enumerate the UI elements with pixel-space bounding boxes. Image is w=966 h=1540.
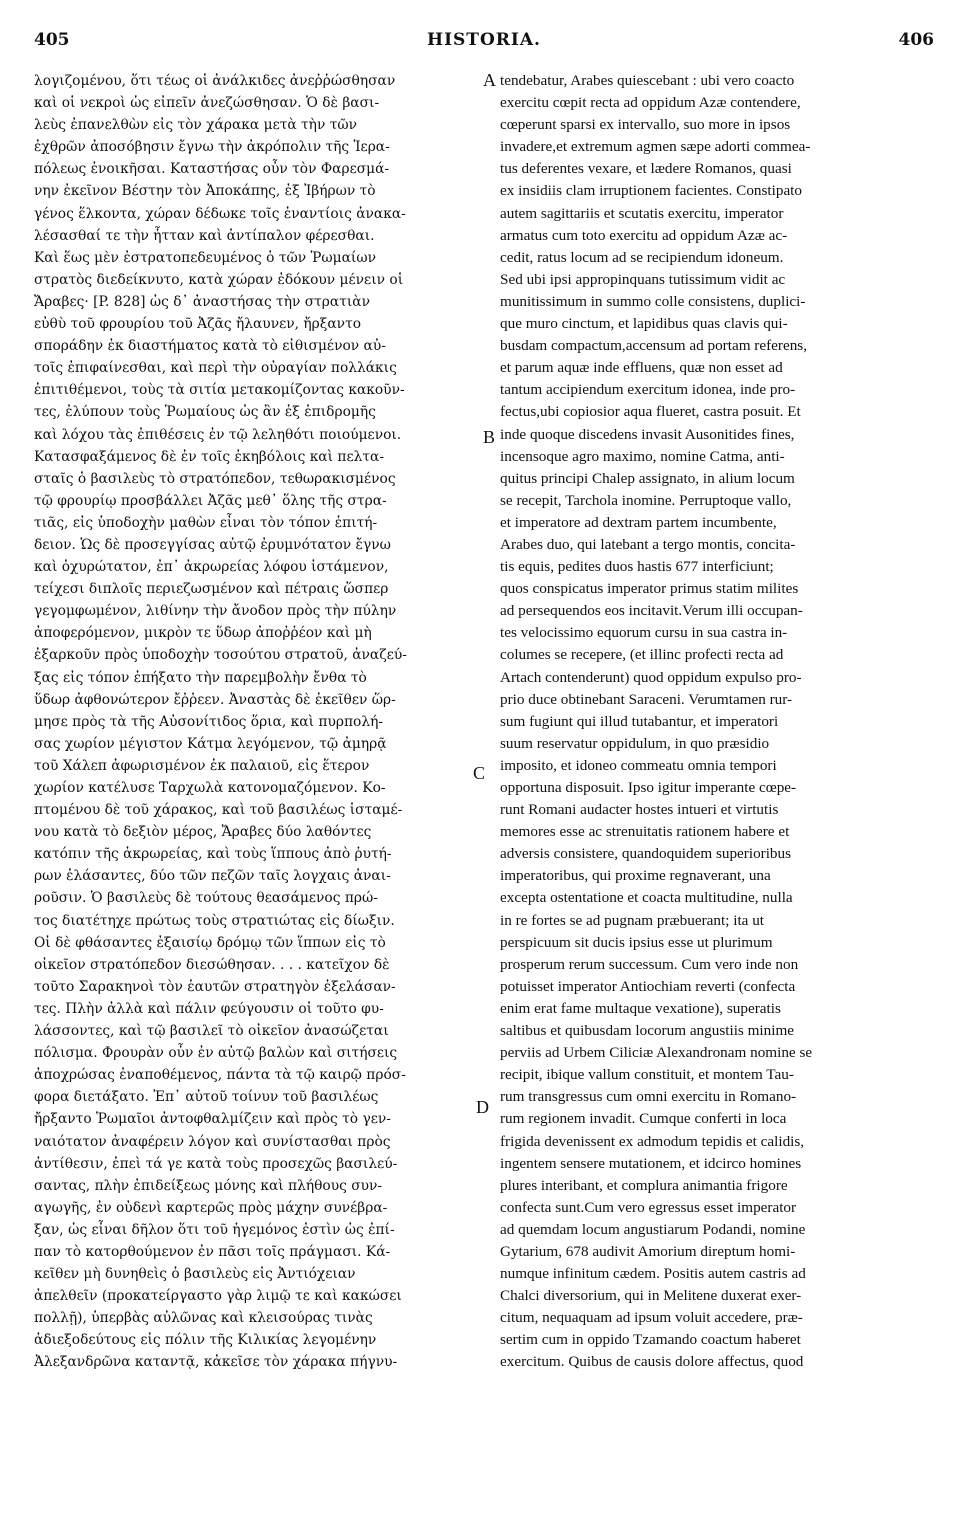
latin-text-line: rum regionem invadit. Cumque conferti in loca <box>500 1110 787 1128</box>
latin-text-line: et parum aquæ inde effluens, quæ non esset ad <box>500 359 783 377</box>
latin-text-line: armatus cum toto exercitu ad oppidum Azæ ac- <box>500 226 788 244</box>
greek-text-line: τῷ φρουρίῳ προσβάλλει Ἀζᾶς μεθ᾽ ὅλης τῆς στρα- <box>34 492 387 509</box>
greek-text-line: ναιότατον ἀναφέρειν λόγον καὶ συνίστασθαι πρὸς <box>34 1133 391 1150</box>
greek-text-line: ἀδιεξοδεύτους εἰς πόλιν τῆς Κιλικίας λεγομένην <box>34 1332 377 1349</box>
latin-text-line: invadere,et extremum agmen sæpe adorti commea- <box>500 138 811 156</box>
latin-text-line: que muro cinctum, et lapidibus quas clavis qui- <box>500 315 788 333</box>
section-marker-d: D <box>476 1097 489 1117</box>
latin-text-line: memores esse ac strenuitatis rationem habere et <box>500 823 790 841</box>
greek-text-line: λεὺς ἐπανελθὼν εἰς τὸν χάρακα μετὰ τὴν τῶν <box>34 117 357 134</box>
latin-text-line: fectus,ubi copiosior aqua flueret, castra posuit. Et <box>500 403 801 421</box>
greek-text-line: φορα διετάξατο. Ἐπ᾽ αὐτοῦ τοίνυν τοῦ βασιλέως <box>34 1089 379 1106</box>
latin-text-line: potuisset imperator Antiochiam reverti (confecta <box>500 977 796 995</box>
latin-text-line: Gytarium, 678 audivit Amorium direptum homi- <box>500 1242 796 1260</box>
greek-text-line: πολλῇ), ὑπερβὰς αὐλῶνας καὶ κλεισούρας τινὰς <box>34 1310 373 1327</box>
greek-text-line: παν τὸ κατορθούμενον ἐν πᾶσι τοῖς πράγμασι. Κά- <box>34 1243 391 1260</box>
greek-text-line: εὐθὺ τοῦ φρουρίου τοῦ Ἀζᾶς ἤλαυνεν, ἤρξαντο <box>34 316 362 333</box>
greek-text-line: ἤρξαντο Ῥωμαῖοι ἀντοφθαλμίζειν καὶ πρὸς τὸ γεν- <box>34 1111 391 1128</box>
latin-text-line: Arabes duo, qui latebant a tergo montis, concita- <box>500 535 796 553</box>
latin-text-line: exercitum. Quibus de causis dolore affectus, quod <box>500 1353 804 1371</box>
greek-text-line: ἀντίθεσιν, ἐπεὶ τά γε κατὰ τοὺς προσεχῶς βασιλεύ- <box>34 1155 398 1172</box>
greek-text-line: τείχεσι διπλοῖς περιεζωσμένον καὶ πέτραις ὥσπερ <box>34 581 389 598</box>
greek-text-line: ἐχθρῶν ἀποσόβησιν ἔγνω τὴν ἀκρόπολιν τῆς Ἱερα- <box>34 139 390 156</box>
greek-text-line: χωρίον κατέλυσε Ταρχωλὰ κατονομαζόμενον. Κο- <box>34 780 386 796</box>
greek-text-line: καὶ οἱ νεκροὶ ὡς εἰπεῖν ἀνεζώσθησαν. Ὁ δὲ βασι- <box>34 95 380 112</box>
greek-text-line: τος διατέτηχε πρώτως τοὺς στρατιώτας εἰς δίωξιν. <box>34 912 395 929</box>
latin-text-line: tis equis, pedites duos hastis 677 interficiunt; <box>500 558 774 576</box>
latin-text-line: prio duce obtinebant Saraceni. Verumtamen rur- <box>500 690 793 708</box>
latin-text-line: saltibus et quibusdam locorum angustiis minime <box>500 1022 795 1040</box>
greek-text-line: σας χωρίον μέγιστον Κάτμα λεγόμενον, τῷ ἀμηρᾷ <box>34 735 387 752</box>
greek-text-line: τοῦτο Σαρακηνοὶ τὸν ἑαυτῶν στρατηγὸν ἐξελάσαν- <box>34 978 396 995</box>
latin-text-line: cedit, ratus locum ad se recipiendum idoneum. <box>500 248 784 266</box>
greek-text-line: πόλισμα. Φρουρὰν οὖν ἐν αὐτῷ βαλὼν καὶ σιτήσεις <box>34 1045 398 1062</box>
latin-text-line: rum transgressus cum omni exercitu in Romano- <box>500 1088 797 1106</box>
latin-text-line: imposito, et idoneo commeatu omnia tempori <box>500 756 777 774</box>
greek-text-line: λέσασθαί τε τὴν ἧτταν καὶ ἀντίπαλον φέρεσθαι. <box>34 227 375 244</box>
latin-text-line: sum fugiunt qui illud tutabantur, et imperatori <box>500 712 779 730</box>
latin-text-line: tus deferentes vexare, et lædere Romanos, quasi <box>500 160 792 178</box>
latin-text-line: cœperunt sparsi ex intervallo, suo more in ipsos <box>500 116 791 134</box>
latin-text-line: numque infinitum cædem. Positis autem castris ad <box>500 1265 806 1283</box>
latin-text-line: recipit, ibique vallum constituit, et montem Tau- <box>500 1066 794 1084</box>
latin-text-line: prosperum rerum successum. Cum vero inde non <box>500 955 799 973</box>
latin-text-line: perviis ad Urbem Ciliciæ Alexandronam nomine se <box>500 1044 813 1062</box>
greek-text-line: οἰκεῖον στρατόπεδον διεσώθησαν. . . . κατεῖχον δὲ <box>34 956 390 973</box>
greek-text-line: δειον. Ὡς δὲ προσεγγίσας αὐτῷ ἐρυμνότατον ἔγνω <box>34 536 391 553</box>
greek-text-line: σταῖς ὁ βασιλεὺς τὸ στρατόπεδον, τεθωρακισμένος <box>34 470 396 487</box>
greek-text-line: τοῦ Χάλεπ ἀφωρισμένον ἐκ παλαιοῦ, εἰς ἕτερον <box>34 757 370 774</box>
page-number-left: 405 <box>34 30 70 50</box>
latin-text-line: suum reservatur oppidulum, in quo præsidio <box>500 734 770 752</box>
latin-text-line: exercitu cœpit recta ad oppidum Azæ contendere, <box>500 94 801 112</box>
latin-text-line: ingentem sensere mutationem, et idcirco homines <box>500 1154 802 1172</box>
greek-text-column <box>34 70 484 1374</box>
latin-text-line: enim erat fame multaque vexatione), superatis <box>500 999 781 1017</box>
latin-text-line: confecta sunt.Cum vero egressus esset imperator <box>500 1198 797 1216</box>
latin-text-line: ad quemdam locum angustiarum Podandi, nomine <box>500 1220 806 1238</box>
latin-text-line: quitus principi Chalep assignato, in alium locum <box>500 469 795 487</box>
latin-text-line: ad persequendos eos incitavit.Verum illi occupan- <box>500 602 803 620</box>
latin-text-line: ex insidiis clam irruptionem facientes. Constipato <box>500 182 802 200</box>
latin-text-line: sertim cum in oppido Tzamando coactum haberet <box>500 1331 801 1349</box>
latin-text-line: munitissimum in summo colle consistens, duplici- <box>500 292 806 310</box>
latin-text-line: citum, nequaquam ad ipsum voluit accedere, præ- <box>500 1309 803 1327</box>
greek-text-line: λάσσοντες, καὶ τῷ βασιλεῖ τὸ οἰκεῖον ἀνασώζεται <box>34 1023 389 1040</box>
greek-text-line: ὕδωρ ἀφθονώτερον ἔῤῥεεν. Ἀναστὰς δὲ ἐκεῖθεν ὥρ- <box>34 691 396 708</box>
greek-text-line: τες. Πλὴν ἀλλὰ καὶ πάλιν φεύγουσιν οἱ τοῦτο φυ- <box>34 1000 384 1017</box>
latin-text-line: inde quoque discedens invasit Ausonitides fines, <box>500 425 795 443</box>
greek-text-line: Καὶ ἕως μὲν ἐστρατοπεδευμένος ὁ τῶν Ῥωμαίων <box>34 249 376 266</box>
latin-text-line: perspicuum sit ducis ipsius esse ut plurimum <box>500 933 773 951</box>
greek-text-line: κεῖθεν μὴ δυνηθεὶς ὁ βασιλεὺς εἰς Ἀντιόχειαν <box>34 1266 356 1283</box>
latin-text-line: busdam compactum,accensum ad portam referens, <box>500 337 808 355</box>
page-header <box>34 30 934 60</box>
greek-text-line: νου κατὰ τὸ δεξιὸν μέρος, Ἄραβες δύο λαθόντες <box>34 824 372 841</box>
latin-text-line: columes se recepere, (et illinc profecti recta ad <box>500 646 784 664</box>
latin-text-line: et imperatore ad dextram partem incumbente, <box>500 513 777 531</box>
greek-text-line: γένος ἕλκοντα, χώραν δέδωκε τοῖς ἐναντίοις ἀνακα- <box>34 205 406 222</box>
latin-text-line: frigida devenissent ex admodum tepidis et calidis, <box>500 1132 805 1150</box>
latin-text-column <box>500 70 932 1374</box>
latin-text-line: tantum accipiendum exercitum idonea, inde pro- <box>500 381 796 399</box>
latin-text-line: se recepit, Tarchola inomine. Perruptoque vallo, <box>500 491 792 509</box>
greek-text-line: ἀποχρώσας ἐναποθέμενος, πάντα τὰ τῷ καιρῷ πρόσ- <box>34 1067 406 1084</box>
greek-text-line: ξαν, ὡς εἶναι δῆλον ὅτι τοῦ ἡγεμόνος ἐστὶν ὡς ἐπί- <box>34 1221 395 1238</box>
latin-text-line: plures interibant, et complura animantia frigore <box>500 1176 788 1194</box>
greek-text-line: ἐπιτιθέμενοι, τοὺς τὰ σιτία μετακομίζοντας κακοῦν- <box>34 382 405 399</box>
latin-text-line: tes velocissimo equorum cursu in sua castra in- <box>500 624 788 642</box>
greek-text-line: τες, ἐλύπουν τοὺς Ῥωμαίους ὡς ἂν ἐξ ἐπιδρομῆς <box>34 404 376 421</box>
greek-text-line: ρων ἐλάσαντες, δύο τῶν πεζῶν ταῖς λογχαις ἀναι- <box>34 868 391 885</box>
greek-text-line: λογιζομένου, ὅτι τέως οἱ ἀνάλκιδες ἀνεῤῥώσθησαν <box>34 73 396 89</box>
latin-text-line: incensoque agro maximo, nomine Catma, anti- <box>500 447 785 465</box>
latin-text-line: Artach contenderunt) quod oppidum expulso pro- <box>500 668 802 686</box>
running-title: HISTORIA. <box>427 30 541 50</box>
greek-text-line: πτομένου δὲ τοῦ χάρακος, καὶ τοῦ βασιλέως ἱσταμέ- <box>34 802 403 819</box>
latin-text-line: imperatoribus, qui proxime regnaverant, una <box>500 867 771 885</box>
latin-text-line: adversis consistere, quandoquidem superioribus <box>500 845 792 863</box>
greek-text-line: καὶ ὀχυρώτατον, ἐπ᾽ ἀκρωρείας λόφου ἱστάμενον, <box>34 559 389 576</box>
latin-text-line: quos conspicatus imperator primus statim milites <box>500 580 799 598</box>
page-number-right: 406 <box>898 30 934 50</box>
latin-text-line: runt Romani audacter hostes intueri et virtutis <box>500 801 779 819</box>
greek-text-line: Οἱ δὲ φθάσαντες ἐξαισίῳ δρόμῳ τῶν ἵππων εἰς τὸ <box>34 934 386 951</box>
greek-text-line: καὶ λόχου τὰς ἐπιθέσεις ἐν τῷ λεληθότι ποιούμενοι. <box>34 426 402 443</box>
latin-text-line: opportuna disposuit. Ipso igitur imperante cœpe- <box>500 779 797 796</box>
greek-text-line: αγωγῆς, ἐν οὐδενὶ καρτερῶς πρὸς μάχην συνέβρα- <box>34 1199 388 1216</box>
latin-text-line: Sed ubi ipsi appropinquans tutissimum vidit ac <box>500 270 786 288</box>
greek-text-line: τιᾶς, εἰς ὑποδοχὴν μαθὼν εἶναι τὸν τόπον ἐπιτή- <box>34 514 378 531</box>
latin-text-line: autem sagittariis et scutatis exercitu, imperator <box>500 204 784 222</box>
greek-text-line: σποράδην ἐκ διαστήματος κατὰ τὸ εἰθισμένον αὐ- <box>34 338 386 355</box>
greek-text-line: νην ἐκεῖνον Βέστην τὸν Ἀποκάπης, ἐξ Ἰβήρων τὸ <box>34 183 376 200</box>
greek-text-line: ἐξαρκοῦν πρὸς ὑποδοχὴν τοσούτου στρατοῦ, ἀναζεύ- <box>34 647 407 664</box>
greek-text-line: μησε πρὸς τὰ τῆς Αὐσονίτιδος ὅρια, καὶ πυρπολή- <box>34 713 384 730</box>
greek-text-line: στρατὸς διεδείκνυτο, κατὰ χώραν ἐδόκουν μένειν οἱ <box>34 271 404 288</box>
greek-text-line: ἀποφερόμενον, μικρὸν τε ὕδωρ ἀποῤῥέον καὶ μὴ <box>34 625 372 642</box>
greek-text-line: ἀπελθεῖν (προκατείργαστο γὰρ λιμῷ τε καὶ κακώσει <box>34 1288 402 1305</box>
greek-text-line: σαντας, πλὴν ἐπιδείξεως μόνης καὶ πλήθους συν- <box>34 1177 383 1194</box>
greek-text-line: Ἀλεξανδρῶνα καταντᾷ, κἀκεῖσε τὸν χάρακα πήγνυ- <box>34 1354 398 1371</box>
section-marker-c: C <box>473 763 486 783</box>
greek-text-line: κατόπιν τῆς ἀκρωρείας, καὶ τοὺς ἵππους ἀπὸ ῥυτή- <box>34 846 392 863</box>
latin-text-line: Chalci diversorium, qui in Melitene duxerat exer- <box>500 1287 802 1305</box>
greek-text-line: πόλεως ἐνοικῆσαι. Καταστήσας οὖν τὸν Φαρεσμά- <box>34 161 390 178</box>
greek-text-line: ξας εἰς τόπον ἐπήξατο τὴν παρεμβολὴν ἔνθα τὸ <box>34 669 367 686</box>
greek-text-line: γεγομφωμένον, λιθίνην τὴν ἄνοδον πρὸς τὴν πύλην <box>34 603 397 620</box>
section-marker-a: A <box>483 70 496 90</box>
greek-text-line: τοῖς ἐπιφαίνεσθαι, καὶ περὶ τὴν οὐραγίαν πολλάκις <box>34 360 397 377</box>
greek-text-line: Ἄραβες· [P. 828] ὡς δ᾽ ἀναστήσας τὴν στρατιὰν <box>34 293 370 310</box>
greek-text-line: Κατασφαξάμενος δὲ ἐν τοῖς ἐκηβόλοις καὶ πελτα- <box>34 448 384 465</box>
greek-text-line: ροῦσιν. Ὁ βασιλεὺς δὲ τούτους θεασάμενος πρώ- <box>34 890 378 907</box>
latin-text-line: excepta ostentatione et coacta multitudine, nulla <box>500 889 793 907</box>
section-marker-b: B <box>483 427 496 447</box>
latin-text-line: in re fortes se ad pugnam præbuerant; ita ut <box>500 911 765 929</box>
latin-text-line: tendebatur, Arabes quiescebant : ubi vero coacto <box>500 72 795 89</box>
